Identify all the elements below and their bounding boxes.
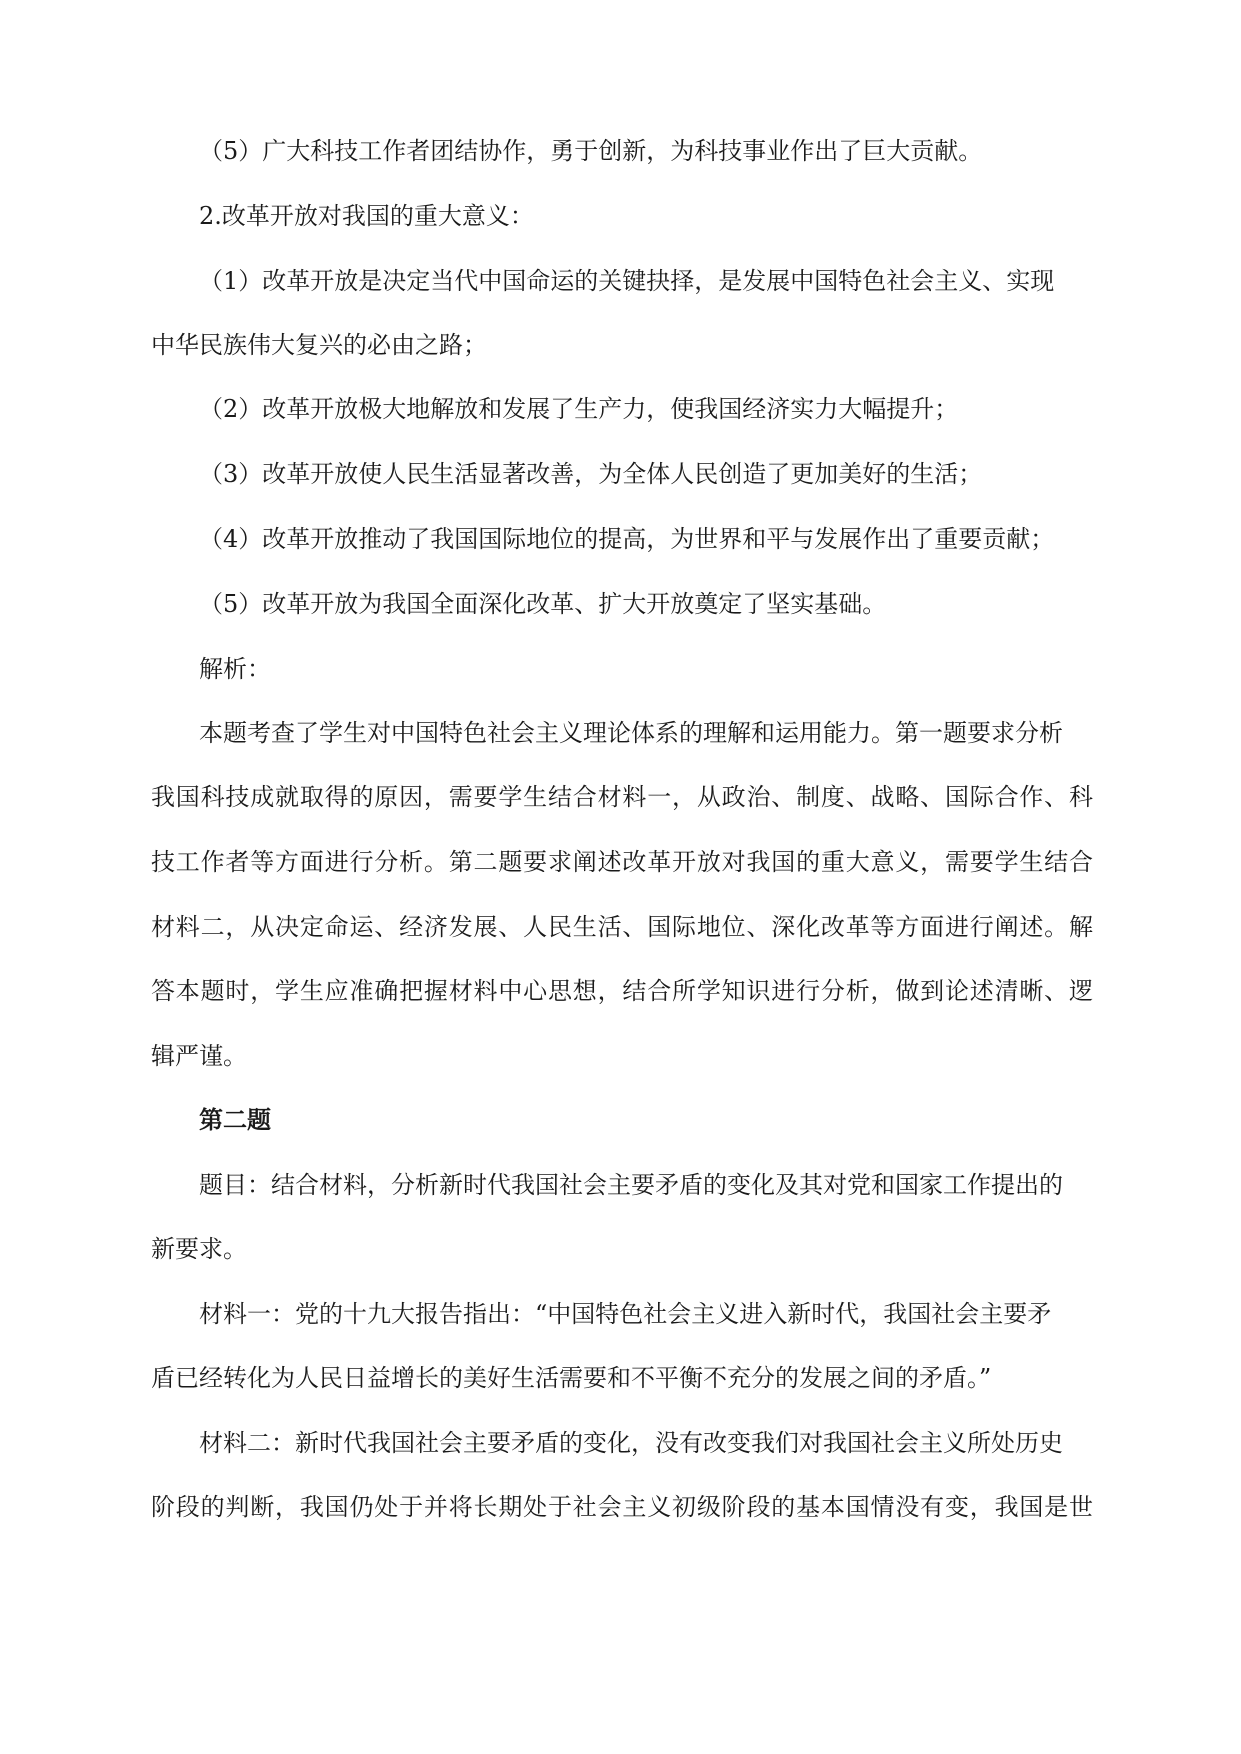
text-line: 本题考查了学生对中国特色社会主义理论体系的理解和运用能力。第一题要求分析 [199, 719, 1063, 747]
text-line: （3）改革开放使人民生活显著改善，为全体人民创造了更加美好的生活； [199, 460, 983, 488]
text-line: （5）广大科技工作者团结协作，勇于创新，为科技事业作出了巨大贡献。 [199, 137, 983, 165]
text-line: 材料二，从决定命运、经济发展、人民生活、国际地位、深化改革等方面进行阐述。解 [151, 913, 1093, 941]
text-line: 我国科技成就取得的原因，需要学生结合材料一，从政治、制度、战略、国际合作、科 [151, 783, 1093, 811]
question-heading: 第二题 [199, 1106, 271, 1134]
text-line: （2）改革开放极大地解放和发展了生产力，使我国经济实力大幅提升； [199, 395, 959, 423]
text-line: 辑严谨。 [151, 1042, 247, 1070]
analysis-label: 解析： [199, 655, 271, 683]
text-line: 材料二：新时代我国社会主要矛盾的变化，没有改变我们对我国社会主义所处历史 [199, 1429, 1063, 1457]
text-line: （4）改革开放推动了我国国际地位的提高，为世界和平与发展作出了重要贡献； [199, 525, 1055, 553]
text-line: 材料一：党的十九大报告指出：“中国特色社会主义进入新时代，我国社会主要矛 [199, 1300, 1052, 1328]
text-line: 答本题时，学生应准确把握材料中心思想，结合所学知识进行分析，做到论述清晰、逻 [151, 977, 1093, 1005]
section-heading: 2.改革开放对我国的重大意义： [199, 202, 534, 230]
text-line: （5）改革开放为我国全面深化改革、扩大开放奠定了坚实基础。 [199, 590, 887, 618]
text-line: 阶段的判断，我国仍处于并将长期处于社会主义初级阶段的基本国情没有变，我国是世 [151, 1493, 1093, 1521]
text-line: 新要求。 [151, 1235, 247, 1263]
text-line: 题目：结合材料，分析新时代我国社会主要矛盾的变化及其对党和国家工作提出的 [199, 1171, 1063, 1199]
text-line: 中华民族伟大复兴的必由之路； [151, 331, 487, 359]
text-line: 技工作者等方面进行分析。第二题要求阐述改革开放对我国的重大意义，需要学生结合 [151, 848, 1093, 876]
text-line: （1）改革开放是决定当代中国命运的关键抉择，是发展中国特色社会主义、实现 [199, 267, 1055, 295]
text-line: 盾已经转化为人民日益增长的美好生活需要和不平衡不充分的发展之间的矛盾。” [151, 1364, 992, 1392]
